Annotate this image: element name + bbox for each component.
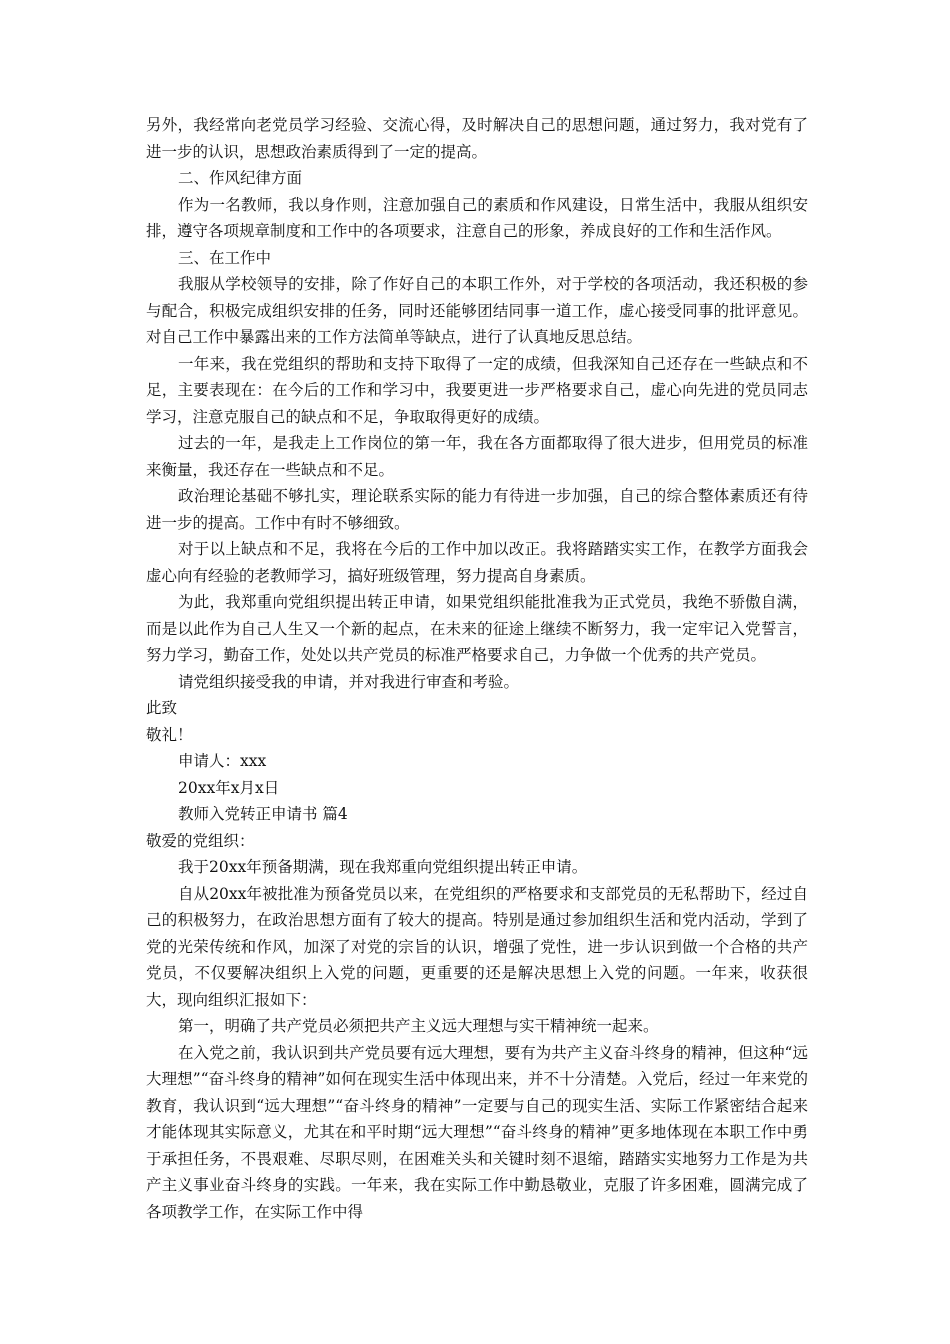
article-title: 教师入党转正申请书 篇4	[178, 805, 348, 823]
paragraph-3: 作为一名教师，我以身作则，注意加强自己的素质和作风建设，日常生活中，我服从组织安排，遵守各项规章制度和工作中的各项要求，注意自己的形象，养成良好的工作和生活作风。	[146, 195, 808, 240]
salutation: 敬爱的党组织：	[146, 831, 255, 850]
paragraph-18: 我于20xx年预备期满，现在我郑重向党组织提出转正申请。	[178, 858, 588, 876]
paragraph-9: 对于以上缺点和不足，我将在今后的工作中加以改正。我将踏踏实实工作，在教学方面我会虚心向有经验的老教师学习，搞好班级管理，努力提高自身素质。	[146, 540, 808, 585]
paragraph-10: 为此，我郑重向党组织提出转正申请，如果党组织能批准我为正式党员，我绝不骄傲自满，而是以此作为自己人生又一个新的起点，在未来的征途上继续不断努力，我一定牢记入党誓言，努力学习，勤奋工作，处处以共产党员的标准严格要求自己，力争做一个优秀的共产党员。	[146, 593, 808, 664]
section-heading-discipline: 二、作风纪律方面	[178, 169, 303, 187]
paragraph-5: 我服从学校领导的安排，除了作好自己的本职工作外，对于学校的各项活动，我还积极的参与配合，积极完成组织安排的任务，同时还能够团结同事一道工作，虚心接受同事的批评意见。对自己工作中暴露出来的工作方法简单等缺点，进行了认真地反思总结。	[146, 275, 808, 346]
closing-jingli: 敬礼！	[146, 725, 193, 744]
paragraph-19: 自从20xx年被批准为预备党员以来，在党组织的严格要求和支部党员的无私帮助下，经过自己的积极努力，在政治思想方面有了较大的提高。特别是通过参加组织生活和党内活动，学到了党的光荣传统和作风，加深了对党的宗旨的认识，增强了党性，进一步认识到做一个合格的共产党员，不仅要解决组织上入党的问题，更重要的还是解决思想上入党的问题。一年来，收获很大，现向组织汇报如下：	[146, 884, 808, 1009]
paragraph-1: 另外，我经常向老党员学习经验、交流心得，及时解决自己的思想问题，通过努力，我对党有了进一步的认识，思想政治素质得到了一定的提高。	[146, 116, 808, 161]
paragraph-20: 第一，明确了共产党员必须把共产主义远大理想与实干精神统一起来。	[178, 1017, 659, 1035]
paragraph-7: 过去的一年，是我走上工作岗位的第一年，我在各方面都取得了很大进步，但用党员的标准来衡量，我还存在一些缺点和不足。	[146, 434, 808, 479]
paragraph-11: 请党组织接受我的申请，并对我进行审查和考验。	[178, 672, 520, 691]
date-line: 20xx年x月x日	[178, 778, 280, 797]
document-page	[146, 112, 808, 1225]
paragraph-6: 一年来，我在党组织的帮助和支持下取得了一定的成绩，但我深知自己还存在一些缺点和不足，主要表现在：在今后的工作和学习中，我要更进一步严格要求自己，虚心向先进的党员同志学习，注意克服自己的缺点和不足，争取取得更好的成绩。	[146, 354, 808, 426]
section-heading-work: 三、在工作中	[178, 248, 272, 267]
applicant-line: 申请人：xxx	[178, 752, 267, 770]
closing-zhici: 此致	[146, 699, 178, 717]
paragraph-21: 在入党之前，我认识到共产党员要有远大理想，要有为共产主义奋斗终身的精神，但这种“远大理想”“奋斗终身的精神”如何在现实生活中体现出来，并不十分清楚。入党后，经过一年来党的教育，我认识到“远大理想”“奋斗终身的精神”一定要与自己的现实生活、实际工作紧密结合起来才能体现其实际意义，尤其在和平时期“远大理想”“奋斗终身的精神”更多地体现在本职工作中勇于承担任务，不畏艰难、尽职尽则，在困难关头和关键时刻不退缩，踏踏实实地努力工作是为共产主义事业奋斗终身的实践。一年来，我在实际工作中勤恳敬业，克服了许多困难，圆满完成了各项教学工作，在实际工作中得	[146, 1043, 808, 1221]
paragraph-8: 政治理论基础不够扎实，理论联系实际的能力有待进一步加强，自己的综合整体素质还有待进一步的提高。工作中有时不够细致。	[146, 487, 808, 532]
